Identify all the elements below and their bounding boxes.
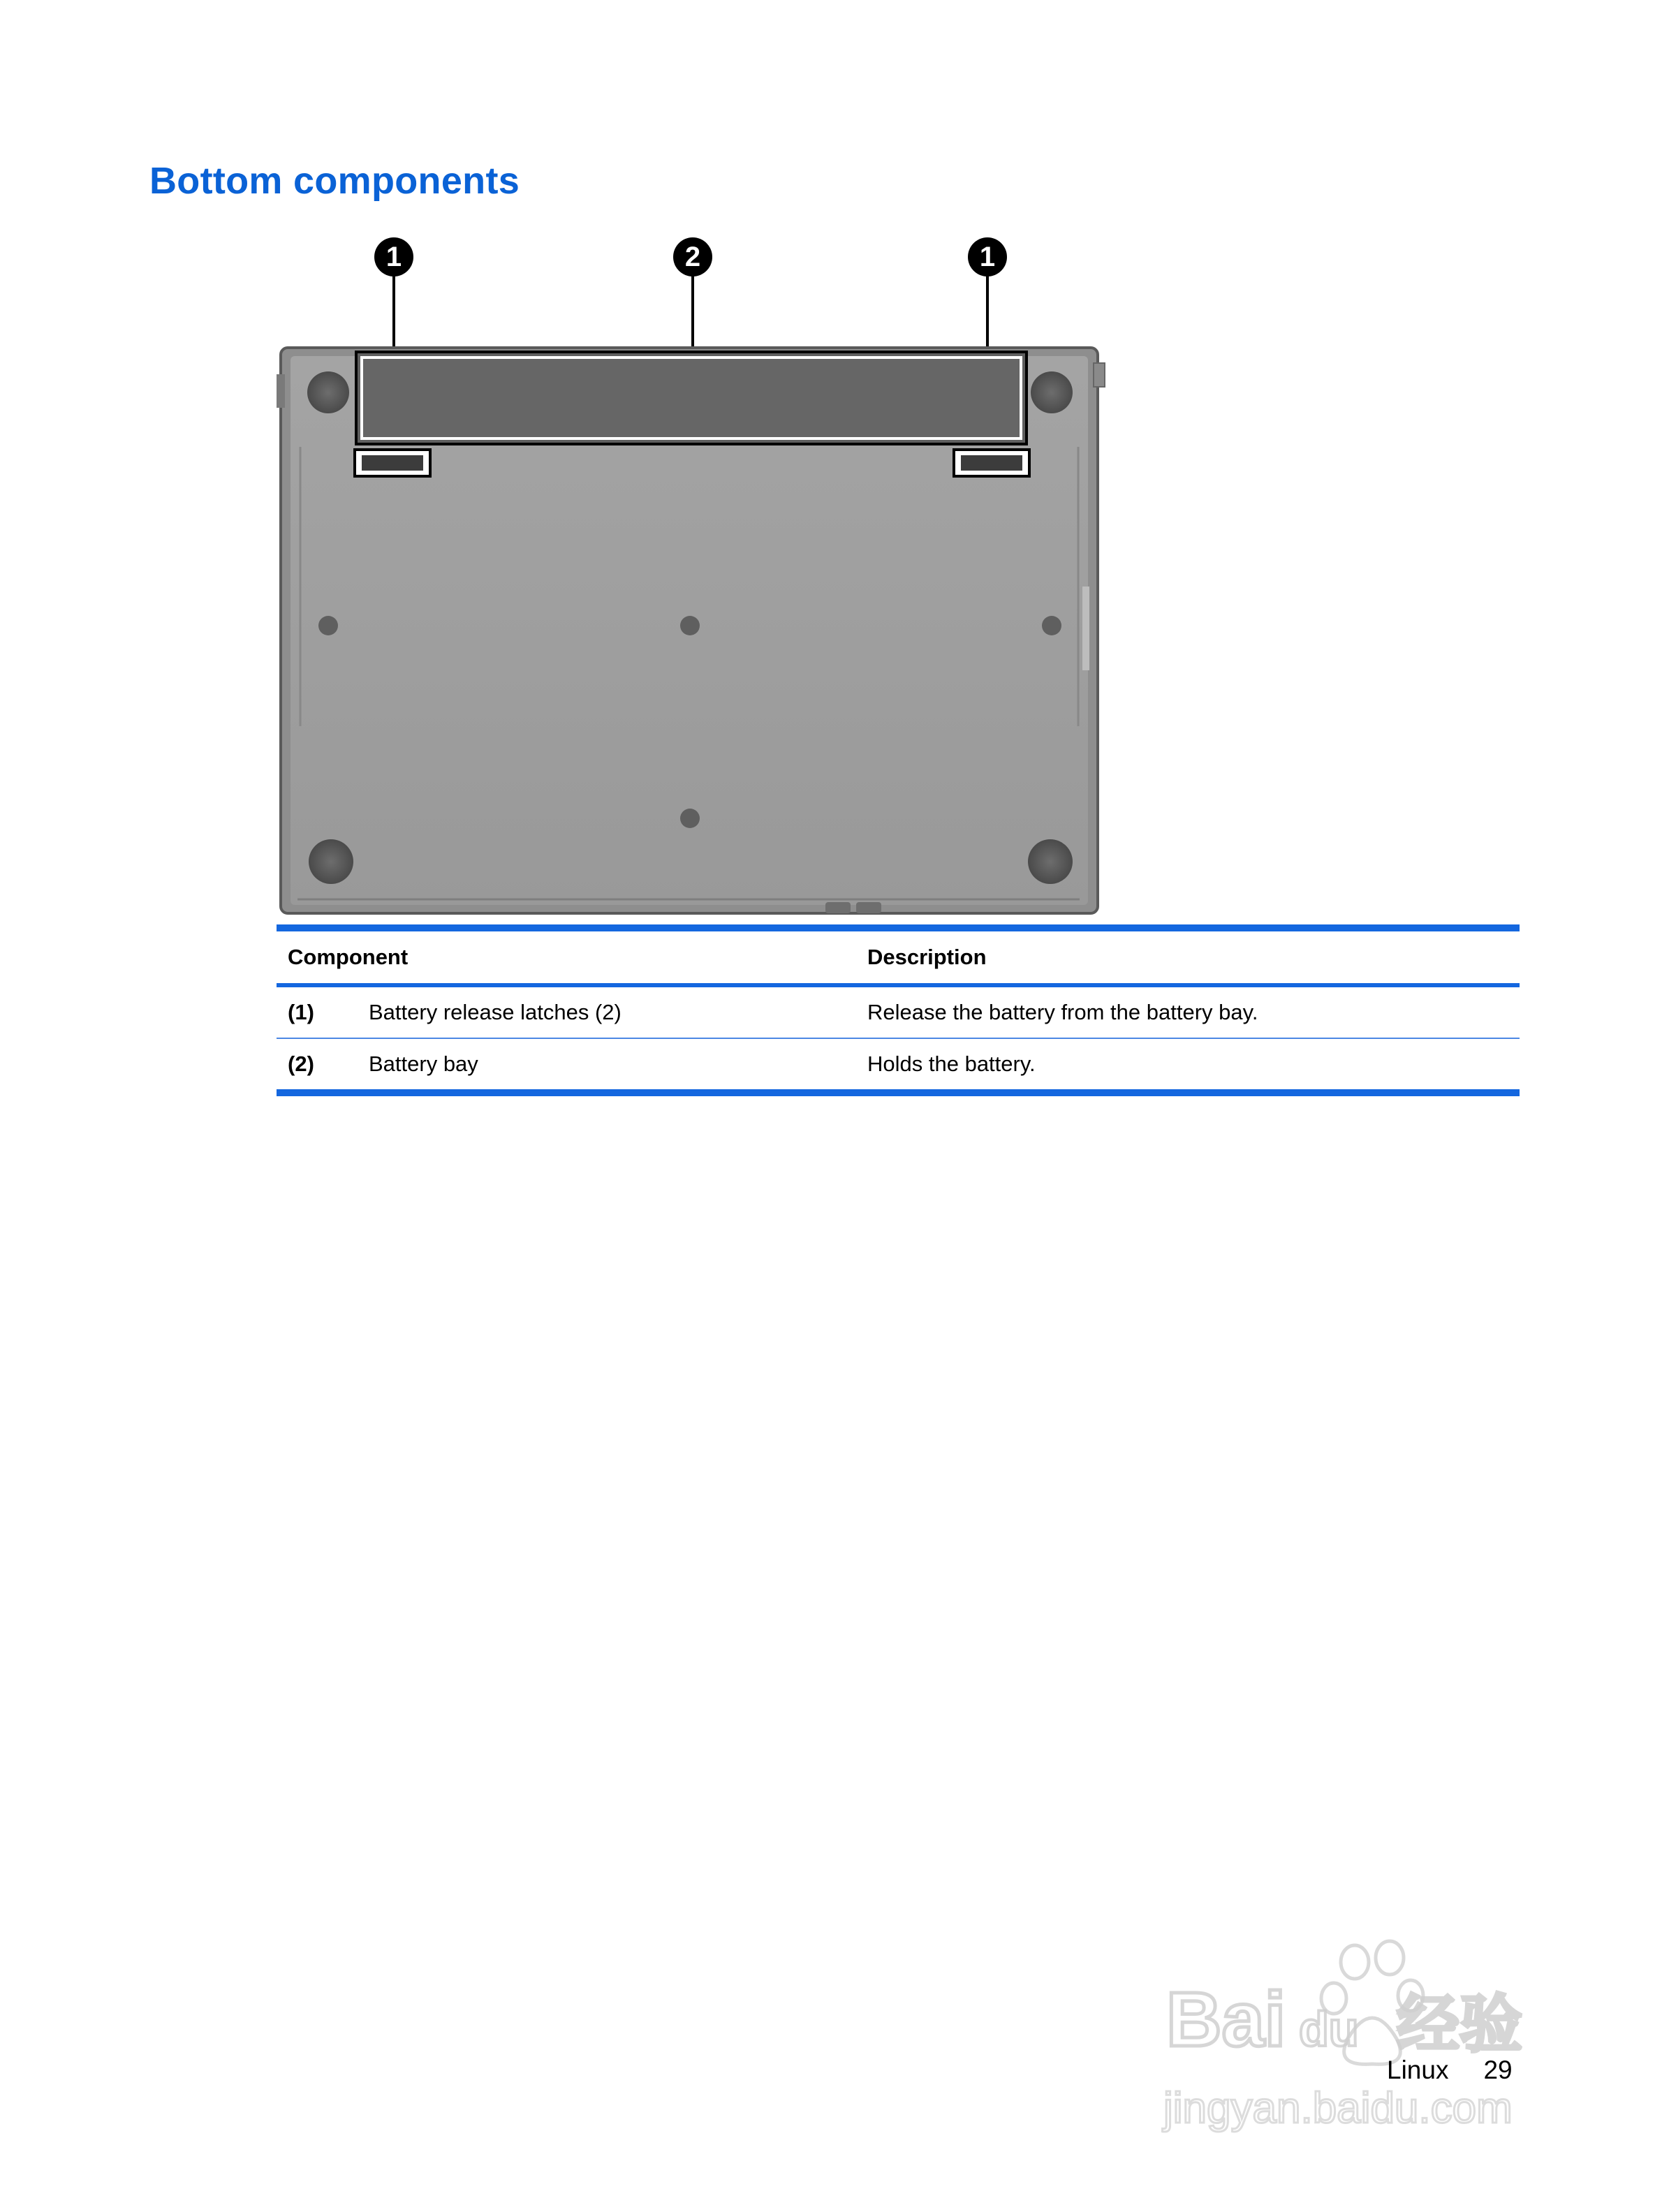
rubber-foot-top-right [1031,371,1073,413]
svg-text:du: du [1299,2002,1359,2056]
bottom-hinge-left [825,902,851,913]
header-component: Component [288,945,409,969]
battery-bay-inner [362,357,1021,438]
screw-bottom-center [680,809,700,828]
component-table [277,924,1520,1096]
row-description: Release the battery from the battery bay. [867,1000,1258,1024]
footer-section: Linux [1387,2056,1449,2084]
row-description: Holds the battery. [867,1052,1036,1076]
header-description: Description [867,945,987,969]
laptop-bottom-illustration [277,237,1108,922]
table-bottom-rule [277,1089,1520,1096]
callout-1-right: 1 [968,237,1007,276]
screw-center [680,616,700,635]
table-row [277,1039,1520,1089]
screw-right [1042,616,1061,635]
left-side-notch [277,374,285,408]
row-number: (2) [288,1052,314,1076]
rubber-foot-bottom-left [309,839,353,884]
baidu-jingyan-watermark [1159,1934,1550,2144]
callout-1-left: 1 [374,237,413,276]
page-footer [1387,2056,1513,2085]
svg-text:Bai: Bai [1166,1977,1286,2063]
row-component: Battery bay [369,1052,478,1076]
table-header-row [277,931,1520,983]
row-number: (1) [288,1000,314,1024]
row-component: Battery release latches (2) [369,1000,622,1024]
table-top-rule [277,924,1520,931]
page-number: 29 [1483,2056,1513,2084]
svg-text:经验: 经验 [1397,1988,1522,2061]
laptop-bottom-figure [277,237,1108,922]
rubber-foot-bottom-right [1028,839,1073,884]
battery-latch-right-grip [961,455,1022,471]
rubber-foot-top-left [307,371,349,413]
bottom-hinge-right [856,902,881,913]
battery-latch-left-grip [362,455,423,471]
callout-2: 2 [673,237,712,276]
right-side-notch [1094,363,1105,387]
svg-text:jingyan.baidu.com: jingyan.baidu.com [1163,2084,1513,2132]
screw-left [318,616,338,635]
page-title: Bottom components [149,160,520,202]
right-side-vent [1082,587,1089,670]
table-row [277,987,1520,1038]
